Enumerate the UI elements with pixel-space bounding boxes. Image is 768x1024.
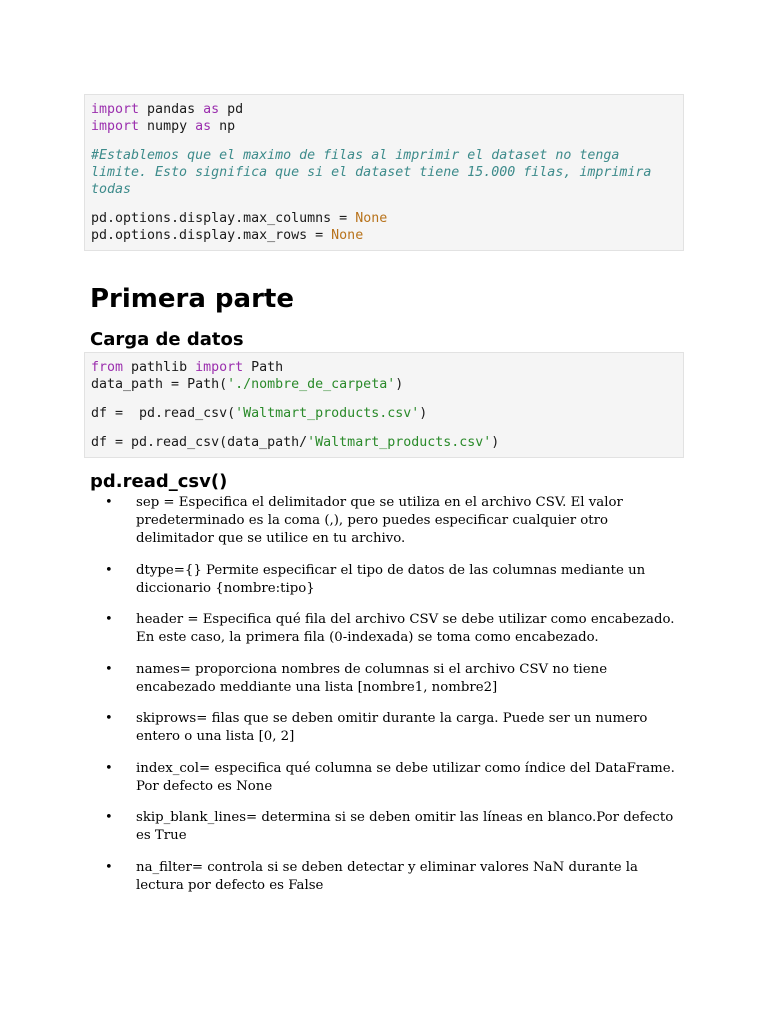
code-token: Path [243,360,284,375]
code-token: import [91,119,140,134]
code-line [91,405,677,422]
parameter-list-item [84,611,684,647]
code-line [91,164,677,181]
bullet-marker: • [105,711,113,726]
parameter-list-item [84,859,684,895]
code-token: #Establemos que el maximo de filas al imprimir el dataset no tenga [91,148,620,163]
code-token: todas [91,182,132,197]
code-token: from [91,360,124,375]
code-line [91,118,677,135]
code-line [91,210,677,227]
code-token: data_path = Path( [91,377,228,392]
code-token: pd.options.display.max_rows = [91,228,332,243]
parameter-description: header = Especifica qué fila del archivo CSV se debe utilizar como encabezado. En este caso, la primera fila (0-indexada) se toma como encabezado. [136,612,675,645]
code-line [91,101,677,118]
bullet-marker: • [105,661,113,677]
subsection-title-carga-de-datos: Carga de datos [90,329,244,350]
code-line [91,181,677,198]
code-token: ) [491,435,500,450]
bullet-marker: • [105,562,113,578]
parameter-list-item [84,562,684,598]
code-token: None [331,228,364,243]
parameter-list-item [84,494,684,548]
code-token: as [203,102,220,117]
code-token: pathlib [123,360,196,375]
parameter-list-item [84,661,684,697]
parameter-description: skip_blank_lines= determina si se deben omitir las líneas en blanco.Por defecto es True [136,810,674,843]
parameter-description: names= proporciona nombres de columnas si el archivo CSV no tiene encabezado meddiante una lista [nombre1, nombre2] [136,661,608,695]
code-token: pandas [139,102,204,117]
bullet-marker: • [105,859,113,875]
subsection-title-read-csv: pd.read_csv() [90,471,228,492]
code-line [91,227,677,244]
code-token: df = pd.read_csv( [91,406,236,421]
code-line [91,376,677,393]
bullet-marker: • [105,612,113,627]
code-blank-line [91,198,677,210]
code-token: limite. Esto significa que si el dataset tiene 15.000 filas, imprimira [91,165,652,180]
code-blank-line [91,422,677,434]
code-line [91,147,677,164]
code-blank-line [91,393,677,405]
code-token: import [91,102,140,117]
section-title-primera-parte: Primera parte [90,284,294,314]
code-token: ) [419,406,428,421]
bullet-marker: • [105,810,113,825]
code-token: as [195,119,212,134]
code-token: pd [219,102,244,117]
parameter-description: index_col= especifica qué columna se debe utilizar como índice del DataFrame. Por defecto es None [136,760,675,794]
code-line [91,434,677,451]
code-token: df = pd.read_csv(data_path/ [91,435,308,450]
bullet-marker: • [105,760,113,776]
code-line [91,359,677,376]
code-token: None [355,211,388,226]
parameter-description: na_filter= controla si se deben detectar y eliminar valores NaN durante la lectura por defecto es False [136,859,638,893]
code-token: 'Waltmart_products.csv' [307,435,492,450]
code-block-imports [84,94,684,251]
parameter-list-item [84,710,684,746]
code-token: import [195,360,244,375]
parameter-list-item [84,760,684,796]
code-token: './nombre_de_carpeta' [227,377,396,392]
parameter-description: skiprows= filas que se deben omitir durante la carga. Puede ser un numero entero o una lista [0, 2] [136,711,648,744]
bullet-marker: • [105,495,113,510]
read-csv-parameter-list [84,494,684,908]
parameter-description: sep = Especifica el delimitador que se utiliza en el archivo CSV. El valor predeterminado es la coma (,), pero puedes especificar cualquier otro delimitador que se utilice en tu archivo. [136,495,623,546]
code-blank-line [91,135,677,147]
code-token: ) [395,377,404,392]
code-token: np [211,119,236,134]
code-token: numpy [139,119,196,134]
code-token: pd.options.display.max_columns = [91,211,356,226]
code-token: 'Waltmart_products.csv' [235,406,420,421]
parameter-list-item [84,809,684,845]
parameter-description: dtype={} Permite especificar el tipo de datos de las columnas mediante un diccionario {nombre:tipo} [136,562,646,596]
code-block-carga [84,352,684,458]
